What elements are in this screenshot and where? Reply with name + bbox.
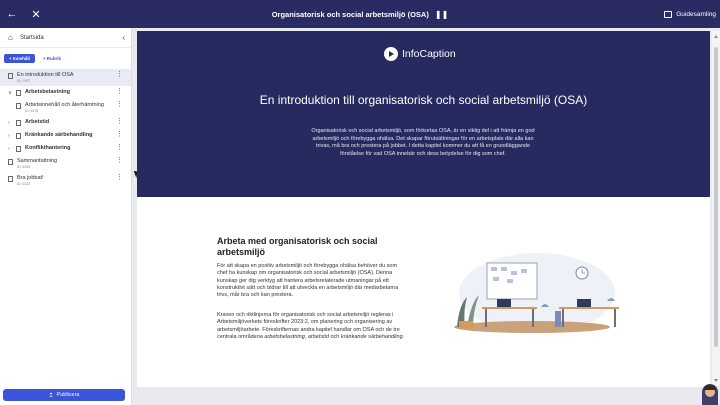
- avatar[interactable]: [702, 384, 718, 405]
- arrow-left-icon[interactable]: ←: [6, 8, 18, 20]
- logo-text: InfoCaption: [402, 48, 456, 60]
- chevron-right-icon[interactable]: ›: [8, 120, 10, 126]
- add-content-button[interactable]: + Innehåll: [4, 54, 35, 63]
- avatar-hair: [704, 385, 716, 390]
- add-heading-button[interactable]: + Rubrik: [42, 56, 62, 61]
- sidebar-item-label: Arbetsinnehåll och återhämtning: [25, 102, 104, 108]
- infocaption-logo: [384, 47, 456, 61]
- paragraph-2-separator: och: [328, 333, 341, 340]
- sidebar-section-konflikthantering[interactable]: [0, 142, 131, 155]
- folder-icon: [16, 90, 21, 96]
- paragraph-2: [217, 312, 407, 341]
- chevron-right-icon[interactable]: ›: [8, 133, 10, 139]
- paragraph-1: För att skapa en positiv arbetsmiljö och förebygga ohälsa behöver du som chef ha kunskap om organisatorisk och social arbetsmiljö (OSA). Denna kunskap ger dig verktyg att hantera arbetsrelaterade utmaningar på ett konstruktivt sätt och bidrar till att utveckla en arbetsmiljö där medarbetarna trivs, mår bra och kan prestera.: [217, 263, 399, 299]
- book-icon: [664, 11, 672, 18]
- office-illustration: [437, 245, 622, 337]
- sidebar-item-bra-jobbat[interactable]: [0, 172, 131, 189]
- hero-title: En introduktion till organisatorisk och social arbetsmiljö (OSA): [259, 93, 588, 107]
- emphasis-arbetstid: arbetstid: [307, 333, 329, 340]
- main-content: [137, 31, 710, 405]
- sidebar-item-label: Kränkande särbehandling: [25, 132, 93, 138]
- sidebar-item-id: ID: 6323: [17, 182, 31, 186]
- page-icon: [8, 159, 13, 165]
- sidebar-item-label: En introduktion till OSA: [17, 72, 74, 78]
- sidebar-item-label: Bra jobbat!: [17, 175, 44, 181]
- sidebar-section-krankande[interactable]: [0, 129, 131, 142]
- publish-button[interactable]: [3, 389, 125, 401]
- sidebar-item-id: ID: 7407: [17, 79, 31, 83]
- folder-icon: [16, 133, 21, 139]
- more-options-icon[interactable]: ⋮: [116, 88, 123, 95]
- emphasis-arbetsbelastning: arbetsbelastning: [264, 333, 305, 340]
- upload-icon: ↥: [48, 392, 54, 399]
- sidebar-item-id: ID: 6156: [17, 165, 31, 169]
- paragraph-2-separator: ,: [304, 333, 308, 340]
- sidebar-item-introduktion[interactable]: [0, 69, 131, 86]
- sidebar-item-label: Arbetstid: [25, 119, 50, 125]
- scroll-thumb[interactable]: [714, 47, 718, 347]
- sidebar-item-arbetsinnehall[interactable]: [0, 99, 131, 116]
- sidebar-item-id: ID: 6378: [25, 109, 39, 113]
- more-options-icon[interactable]: ⋮: [116, 157, 123, 164]
- page-title: Organisatorisk och social arbetsmiljö (OSA): [271, 9, 429, 19]
- sidebar-item-label: Arbetsbelastning: [25, 89, 70, 95]
- content-section: [137, 197, 710, 387]
- more-options-icon[interactable]: ⋮: [116, 174, 123, 181]
- sidebar-section-arbetsbelastning[interactable]: [0, 86, 131, 99]
- chevron-right-icon[interactable]: ›: [8, 146, 10, 152]
- top-bar: [0, 0, 720, 28]
- guide-collection-button[interactable]: [664, 0, 716, 28]
- hero-description: Organisatorisk och social arbetsmiljö, som förkortas OSA, är en viktig del i att främja en god arbetsmiljö och förebygga ohälsa. Det skapar förutsättningar för en arbetsplats där alla kan trivas, må bra och prestera på jobbet. I detta kapitel kommer du att få en grundläggande förståelse för vad OSA innebär och dess betydelse för dig som chef.: [311, 128, 535, 157]
- publish-label: Publicera: [56, 392, 80, 398]
- home-link[interactable]: [0, 28, 131, 48]
- collapse-sidebar-icon[interactable]: ‹: [122, 33, 125, 42]
- sidebar: [0, 28, 132, 405]
- page-icon: [8, 176, 13, 182]
- more-options-icon[interactable]: ⋮: [116, 144, 123, 151]
- sidebar-item-label: Sammanfattning: [17, 158, 58, 164]
- more-options-icon[interactable]: ⋮: [116, 131, 123, 138]
- emphasis-krankande: kränkande särbehandling: [340, 333, 403, 340]
- more-options-icon[interactable]: ⋮: [116, 118, 123, 125]
- page-icon: [8, 73, 13, 79]
- chevron-down-icon[interactable]: ∨: [8, 90, 12, 96]
- guide-collection-label: Guidesamling: [676, 10, 716, 18]
- folder-icon: [16, 146, 21, 152]
- section-heading: Arbeta med organisatorisk och social arbetsmiljö: [217, 236, 378, 257]
- play-logo-icon: [384, 47, 398, 61]
- paragraph-2-end: .: [402, 333, 405, 340]
- home-label: Startsida: [20, 34, 44, 41]
- more-options-icon[interactable]: ⋮: [116, 71, 123, 78]
- more-options-icon[interactable]: ⋮: [116, 101, 123, 108]
- sidebar-section-arbetstid[interactable]: [0, 116, 131, 129]
- scroll-down-arrow-icon[interactable]: [714, 379, 718, 382]
- scroll-up-arrow-icon[interactable]: [714, 35, 718, 38]
- pause-icon[interactable]: ❚❚: [434, 9, 449, 19]
- sidebar-item-label: Konflikthantering: [25, 145, 71, 151]
- page-icon: [16, 103, 21, 109]
- hero-section: [137, 31, 710, 197]
- sidebar-item-sammanfattning[interactable]: [0, 155, 131, 172]
- folder-icon: [16, 120, 21, 126]
- paragraph-2-text: Kraven och riktlinjerna för organisatorisk och social arbetsmiljö regleras i Arbetsmiljöverkets föreskrifter 2023:2, om planering och organisering av arbetsmiljöarbete. Föreskrifternas andra kapitel handlar om OSA och de tre centrala områdena: [217, 312, 400, 340]
- main-scrollbar[interactable]: [712, 31, 720, 386]
- home-icon: ⌂: [8, 33, 13, 42]
- close-icon[interactable]: ✕: [31, 8, 41, 21]
